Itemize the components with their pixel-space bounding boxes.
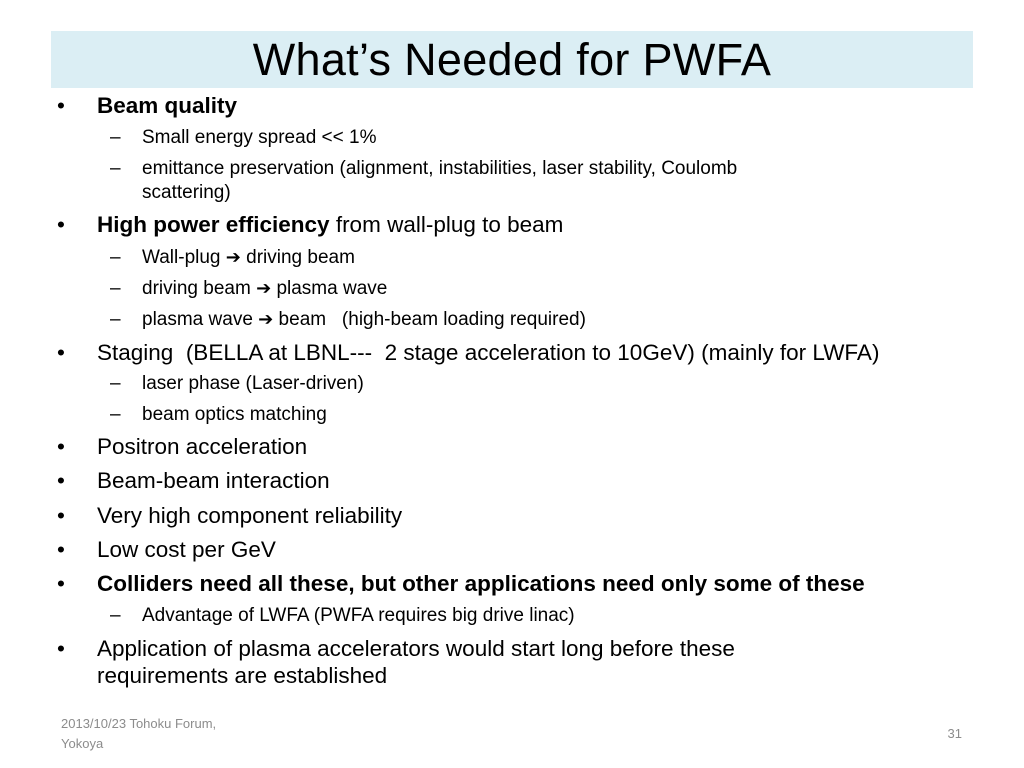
sub-bullet-post: driving beam (240, 247, 355, 268)
bullet-text: Positron acceleration (97, 434, 308, 459)
bullet-marker: • (57, 434, 65, 459)
slide-title: What’s Needed for PWFA (252, 34, 772, 85)
sub-bullet-text (142, 277, 387, 300)
dash-marker: – (110, 605, 121, 626)
sub-bullet-post: plasma wave (271, 278, 388, 299)
bullet-marker: • (57, 340, 65, 365)
dash-marker: – (110, 158, 121, 179)
bullet-marker: • (57, 571, 65, 596)
sub-bullet-text: Small energy spread << 1% (142, 127, 377, 148)
sub-bullet-pre: driving beam (142, 278, 257, 299)
bullet-marker: • (57, 93, 65, 118)
sub-bullet-text: laser phase (Laser-driven) (142, 373, 364, 394)
dash-marker: – (110, 373, 121, 394)
bullet-bold-text: High power efficiency (97, 212, 330, 237)
bullet-marker: • (57, 636, 65, 661)
dash-marker: – (110, 404, 121, 425)
sub-bullet-text: beam optics matching (142, 404, 327, 425)
bullet-text-line1: Application of plasma accelerators would start long before these (97, 636, 735, 661)
footer-date: 2013/10/23 Tohoku Forum, (61, 716, 217, 731)
sub-bullet-text (142, 308, 586, 331)
dash-marker: – (110, 309, 121, 330)
sub-bullet-text: Advantage of LWFA (PWFA requires big drive linac) (142, 605, 575, 626)
bullet-text: Low cost per GeV (97, 537, 276, 562)
sub-bullet-text (142, 246, 355, 269)
bullet-plain-text: from wall-plug to beam (329, 212, 564, 237)
dash-marker: – (110, 127, 121, 148)
page-number: 31 (947, 726, 962, 741)
bullet-marker: • (57, 212, 65, 237)
bullet-text: Beam quality (97, 93, 238, 118)
bullet-marker: • (57, 503, 65, 528)
footer-author: Yokoya (61, 736, 104, 751)
footer-date-author (61, 714, 281, 754)
bullet-text-line2: requirements are established (97, 663, 388, 688)
sub-bullet-text-line1: emittance preservation (alignment, instabilities, laser stability, Coulomb (142, 158, 738, 179)
sub-bullet-pre: Wall-plug (142, 247, 226, 268)
dash-marker: – (110, 247, 121, 268)
sub-bullet-text-line2: scattering) (142, 182, 231, 203)
right-arrow-icon: ➔ (256, 278, 272, 299)
right-arrow-icon: ➔ (225, 247, 241, 268)
sub-bullet-pre: plasma wave (142, 309, 259, 330)
sub-bullet-post: beam (high-beam loading required) (273, 309, 586, 330)
bullet-text: Colliders need all these, but other applications need only some of these (97, 571, 865, 596)
bullet-text: Staging (BELLA at LBNL--- 2 stage acceleration to 10GeV) (mainly for LWFA) (97, 340, 880, 365)
bullet-marker: • (57, 468, 65, 493)
dash-marker: – (110, 278, 121, 299)
right-arrow-icon: ➔ (258, 309, 274, 330)
bullet-text: Very high component reliability (97, 503, 403, 528)
bullet-marker: • (57, 537, 65, 562)
bullet-text (97, 211, 563, 238)
bullet-text: Beam-beam interaction (97, 468, 330, 493)
